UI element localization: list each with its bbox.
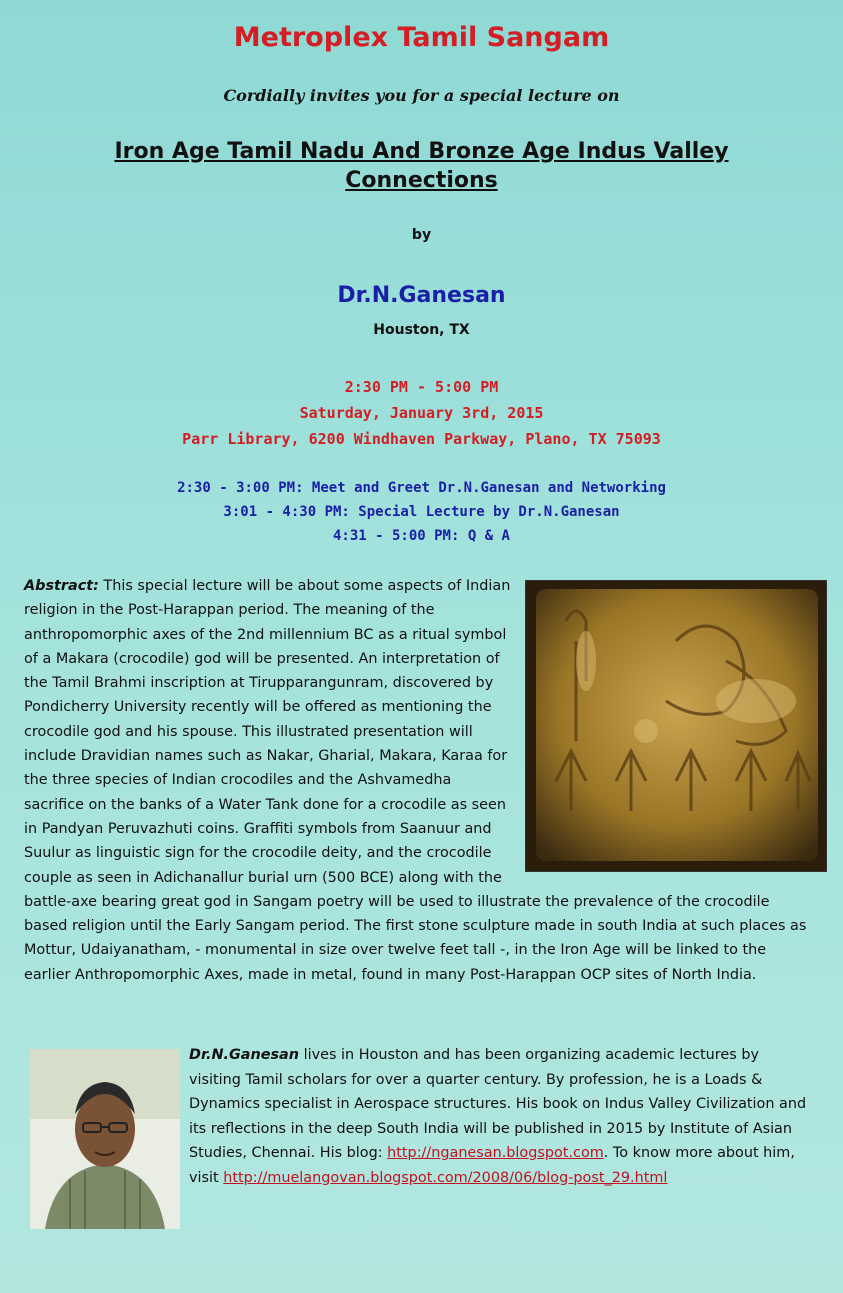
blog-link[interactable]: http://nganesan.blogspot.com [387, 1145, 604, 1161]
event-venue: Parr Library, 6200 Windhaven Parkway, Plano, TX 75093 [182, 430, 661, 448]
speaker-portrait [30, 1049, 180, 1229]
schedule [0, 476, 843, 548]
profile-link[interactable]: http://muelangovan.blogspot.com/2008/06/blog-post_29.html [223, 1169, 668, 1186]
schedule-item: 2:30 - 3:00 PM: Meet and Greet Dr.N.Ganesan and Networking [177, 480, 666, 496]
invitation-line: Cordially invites you for a special lecture on [223, 86, 620, 105]
abstract-text: This special lecture will be about some aspects of Indian religion in the Post-Harappan period. The meaning of the anthropomorphic axes of the 2nd millennium BC as a ritual symbol of a Makara (crocodile) god will be presented. An interpretation of the Tamil Brahmi inscription at Tirupparangunram, discovered by Pondicherry University recently will be offered as mentioning the crocodile god and his spouse. This illustrated presentation will include Dravidian names such as Nakar, Gharial, Makara, Karaa for the three species of Indian crocodiles and the Ashvamedha sacrifice on the banks of a Water Tank done for a crocodile as seen in Pandyan Peruvazhuti coins. Graffiti symbols from Saanuur and Suulur as linguistic sign for the crocodile deity, and the crocodile couple as seen in Adichanallur burial urn (500 BCE) along with the battle-axe bearing great god in Sangam poetry will be used to illustrate the prevalence of the crocodile based religion until the Early Sangam period. The first stone sculpture made in south India at such places as Mottur, Udaiyanatham, - monumental in size over twelve feet tall -, in the Iron Age will be linked to the earlier Anthropomorphic Axes, made in metal, found in many Post-Harappan OCP sites of North India. [24, 578, 807, 983]
speaker-location: Houston, TX [373, 322, 470, 338]
bio-section [30, 1043, 810, 1233]
event-details [0, 374, 843, 452]
abstract-label: Abstract: [24, 578, 99, 594]
lecture-title: Iron Age Tamil Nadu And Bronze Age Indus Valley Connections [114, 139, 729, 193]
indus-seal-image [525, 580, 827, 872]
schedule-item: 3:01 - 4:30 PM: Special Lecture by Dr.N.Ganesan [223, 504, 620, 520]
schedule-item: 4:31 - 5:00 PM: Q & A [332, 528, 510, 544]
org-title: Metroplex Tamil Sangam [233, 22, 610, 53]
bio-name: Dr.N.Ganesan [189, 1047, 300, 1063]
bio-text-2: . To know more about him, visit [189, 1145, 795, 1186]
abstract-section [24, 574, 817, 987]
bio-text: lives in Houston and has been organizing academic lectures by visiting Tamil scholars for over a quarter century. By profession, he is a Loads & Dynamics specialist in Aerospace structures. His book on Indus Valley Civilization and its reflections in the deep South India will be published in 2015 by Institute of Asian Studies, Chennai. His blog: [189, 1047, 807, 1161]
by-label: by [411, 227, 432, 243]
event-time: 2:30 PM - 5:00 PM [344, 378, 499, 396]
event-date: Saturday, January 3rd, 2015 [299, 404, 544, 422]
speaker-name: Dr.N.Ganesan [337, 283, 506, 308]
